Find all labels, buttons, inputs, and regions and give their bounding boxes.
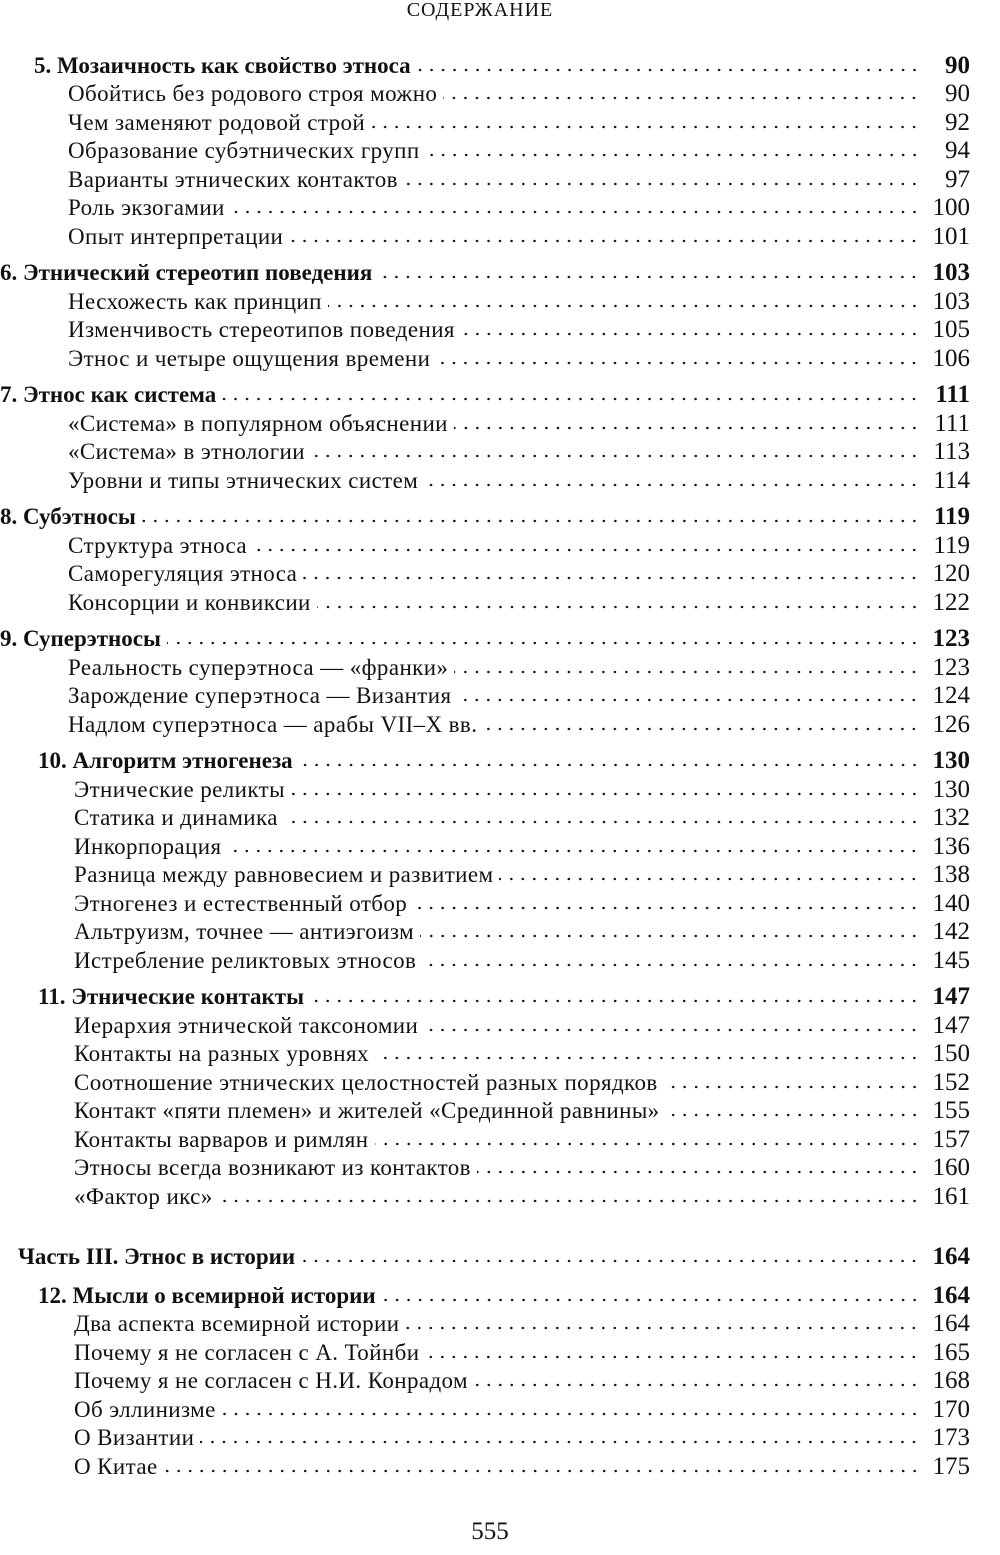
toc-entry[interactable] xyxy=(0,220,970,249)
toc-entry[interactable] xyxy=(0,78,970,107)
toc-page-number: 105 xyxy=(932,316,970,343)
toc-title: Чем заменяют родовой строй xyxy=(68,109,366,135)
toc-title: Контакт «пяти племен» и жителей «Срединной равнины» xyxy=(74,1098,660,1123)
toc-page-number: 173 xyxy=(932,1424,970,1451)
toc-title: Разница между равновесием и развитием xyxy=(74,862,494,887)
toc-entry[interactable] xyxy=(0,106,970,135)
toc-page-number: 168 xyxy=(932,1367,970,1394)
toc-title: Опыт интерпретации xyxy=(68,223,284,249)
toc-title: «Фактор икс» xyxy=(74,1183,213,1209)
toc-title: Роль экзогамии xyxy=(68,195,225,220)
toc-page-number: 113 xyxy=(933,438,970,465)
dot-leader xyxy=(405,1324,920,1332)
dot-leader xyxy=(454,424,920,432)
toc-entry[interactable] xyxy=(0,285,970,314)
toc-title: Несхожесть как принцип xyxy=(68,288,322,314)
toc-page-number: 175 xyxy=(932,1452,970,1480)
toc-title: «Система» в этнологии xyxy=(68,439,305,464)
toc-title: 7. Этнос как система xyxy=(0,382,217,407)
dot-leader xyxy=(404,180,920,188)
toc-entry[interactable] xyxy=(0,1009,970,1038)
toc-entry[interactable] xyxy=(0,436,970,465)
running-head: СОДЕРЖАНИЕ xyxy=(406,0,554,21)
toc-entry[interactable] xyxy=(0,830,970,859)
dot-leader xyxy=(219,1197,920,1205)
toc-page-number: 114 xyxy=(933,466,970,494)
toc-entry[interactable] xyxy=(0,586,970,615)
toc-title: 6. Этнический стереотип поведения xyxy=(0,260,373,285)
toc-title: Структура этноса xyxy=(68,532,248,558)
toc-page-number: 161 xyxy=(932,1182,970,1210)
toc-title: Этнос и четыре ощущения времени xyxy=(68,345,431,371)
toc-title: Два аспекта всемирной истории xyxy=(74,1311,400,1336)
toc-title: Этносы всегда возникают из контактов xyxy=(74,1155,471,1180)
toc-chapter[interactable] xyxy=(0,379,970,408)
toc-title: 12. Мысли о всемирной истории xyxy=(38,1282,376,1308)
toc-entry[interactable] xyxy=(0,802,970,831)
toc-page-number: 164 xyxy=(932,1243,970,1270)
toc-title: Почему я не согласен с Н.И. Конрадом xyxy=(74,1368,468,1393)
toc-entry[interactable] xyxy=(0,407,970,436)
toc-chapter[interactable] xyxy=(0,623,970,652)
toc-page-number: 164 xyxy=(932,1281,970,1309)
toc-entry[interactable] xyxy=(0,1393,970,1422)
toc-title: Образование субэтнических групп xyxy=(68,138,420,163)
toc-entry[interactable] xyxy=(0,1308,970,1337)
dot-leader xyxy=(222,395,920,403)
toc-title: Об эллинизме xyxy=(74,1396,216,1422)
toc-page-number: 90 xyxy=(945,51,970,79)
toc-chapter[interactable] xyxy=(0,49,970,78)
dot-leader xyxy=(424,481,920,489)
toc-title: Обойтись без родового строя можно xyxy=(68,81,438,106)
toc-title: О Византии xyxy=(74,1425,195,1450)
dot-leader xyxy=(413,904,920,912)
toc-page-number: 170 xyxy=(932,1395,970,1423)
toc-entry[interactable] xyxy=(0,944,970,973)
dot-leader xyxy=(311,452,920,460)
toc-page-number: 126 xyxy=(932,710,970,738)
toc-part[interactable] xyxy=(0,1241,970,1270)
toc-title: 11. Этнические контакты xyxy=(38,984,305,1009)
toc-page-number: 122 xyxy=(932,588,970,616)
dot-leader xyxy=(425,1353,920,1361)
toc-title: 10. Алгоритм этногенеза xyxy=(38,748,293,773)
toc-chapter[interactable] xyxy=(0,1279,970,1308)
dot-leader xyxy=(299,761,920,769)
toc-page-number: 100 xyxy=(932,194,970,221)
toc-page-number: 119 xyxy=(933,503,970,530)
dot-leader xyxy=(474,1381,920,1389)
toc-page-number: 142 xyxy=(932,918,970,945)
dot-leader xyxy=(457,696,920,704)
toc-entry[interactable] xyxy=(0,1152,970,1181)
toc-entry[interactable] xyxy=(0,558,970,587)
toc-page-number: 140 xyxy=(932,889,970,917)
toc-page-number: 150 xyxy=(932,1040,970,1067)
toc-title: Соотношение этнических целостностей разных порядков xyxy=(74,1069,658,1095)
dot-leader xyxy=(420,932,920,940)
dot-leader xyxy=(499,875,920,883)
dot-leader xyxy=(382,1296,920,1304)
toc-page-number: 147 xyxy=(932,983,970,1010)
toc-chapter[interactable] xyxy=(0,501,970,530)
toc-entry[interactable] xyxy=(0,1365,970,1394)
toc-title: Консорции и конвиксии xyxy=(68,589,311,615)
toc-chapter[interactable] xyxy=(0,257,970,286)
toc-title: Этногенез и естественный отбор xyxy=(74,890,408,916)
dot-leader xyxy=(461,330,920,338)
dot-leader xyxy=(164,1467,920,1475)
toc-page-number: 106 xyxy=(932,344,970,372)
toc-page-number: 130 xyxy=(932,747,970,774)
toc-page-number: 165 xyxy=(932,1338,970,1366)
toc-entry[interactable] xyxy=(0,708,970,737)
dot-leader xyxy=(375,1140,921,1148)
toc-title: «Система» в популярном объяснении xyxy=(68,410,448,436)
toc-entry[interactable] xyxy=(0,916,970,945)
toc-page-number: 92 xyxy=(945,108,970,136)
toc-entry[interactable] xyxy=(0,773,970,802)
toc-entry[interactable] xyxy=(0,1066,970,1095)
toc-entry[interactable] xyxy=(0,464,970,493)
toc-title: Почему я не согласен с А. Тойнби xyxy=(74,1339,420,1365)
toc-entry[interactable] xyxy=(0,1336,970,1365)
dot-leader xyxy=(424,1026,920,1034)
toc-title: Инкорпорация xyxy=(74,833,222,859)
toc-page-number: 136 xyxy=(932,832,970,860)
dot-leader xyxy=(426,151,920,159)
toc-title: Уровни и типы этнических систем xyxy=(68,467,419,493)
dot-leader xyxy=(436,359,920,367)
dot-leader xyxy=(477,1168,920,1176)
toc-title: 5. Мозаичность как свойство этноса xyxy=(34,52,411,78)
toc-entry[interactable] xyxy=(0,163,970,192)
toc-entry[interactable] xyxy=(0,192,970,221)
dot-leader xyxy=(422,961,920,969)
toc-title: Истребление реликтовых этносов xyxy=(74,947,417,973)
toc-title: Варианты этнических контактов xyxy=(68,166,398,192)
toc-title: Изменчивость стереотипов поведения xyxy=(68,317,455,342)
toc-entry[interactable] xyxy=(0,314,970,343)
toc-page-number: 138 xyxy=(932,861,970,888)
dot-leader xyxy=(375,1054,920,1062)
dot-leader xyxy=(303,574,920,582)
dot-leader xyxy=(284,818,920,826)
toc-entry[interactable] xyxy=(0,342,970,371)
toc-page-number: 160 xyxy=(932,1154,970,1181)
toc-title: Контакты варваров и римлян xyxy=(74,1126,369,1152)
toc-title: Этнические реликты xyxy=(74,776,285,802)
toc-page-number: 119 xyxy=(933,531,970,559)
toc-page-number: 124 xyxy=(932,682,970,709)
dot-leader xyxy=(227,847,920,855)
toc-page-number: 130 xyxy=(932,775,970,803)
dot-leader xyxy=(142,517,920,525)
toc-page-number: 147 xyxy=(932,1011,970,1039)
toc-title: О Китае xyxy=(74,1453,158,1479)
toc-entry[interactable] xyxy=(0,529,970,558)
toc-page-number: 164 xyxy=(932,1310,970,1337)
dot-leader xyxy=(443,94,920,102)
toc-title: Контакты на разных уровнях xyxy=(74,1041,369,1066)
dot-leader xyxy=(483,725,920,733)
dot-leader xyxy=(454,668,920,676)
toc-page-number: 111 xyxy=(935,381,970,408)
dot-leader xyxy=(301,1257,920,1265)
toc-page-number: 101 xyxy=(932,222,970,250)
dot-leader xyxy=(200,1438,920,1446)
toc-title: Часть III. Этнос в истории xyxy=(18,1244,296,1269)
toc-title: Статика и динамика xyxy=(74,805,278,830)
toc-chapter[interactable] xyxy=(0,745,970,774)
dot-leader xyxy=(417,66,920,74)
dot-leader xyxy=(289,237,920,245)
toc-page-number: 123 xyxy=(932,625,970,652)
dot-leader xyxy=(378,273,920,281)
toc-page-number: 111 xyxy=(934,409,970,437)
toc-page-number: 123 xyxy=(932,653,970,681)
toc-entry[interactable] xyxy=(0,1123,970,1152)
dot-leader xyxy=(253,546,920,554)
toc-title: Надлом суперэтноса — арабы VII–X вв. xyxy=(68,711,478,737)
toc-entry[interactable] xyxy=(0,135,970,164)
toc-title: Иерархия этнической таксономии xyxy=(74,1012,419,1038)
toc-page-number: 97 xyxy=(945,165,970,193)
toc-title: 8. Субэтносы xyxy=(0,504,136,529)
toc-page-number: 155 xyxy=(932,1097,970,1124)
toc-page-number: 145 xyxy=(932,946,970,974)
toc-entry[interactable] xyxy=(0,680,970,709)
dot-leader xyxy=(328,302,920,310)
toc-entry[interactable] xyxy=(0,1038,970,1067)
toc-title: 9. Суперэтносы xyxy=(0,626,161,651)
dot-leader xyxy=(167,639,920,647)
toc-page-number: 120 xyxy=(932,560,970,587)
toc-title: Реальность суперэтноса — «франки» xyxy=(68,654,449,680)
page-number: 555 xyxy=(471,1518,509,1545)
toc-page-number: 157 xyxy=(932,1125,970,1153)
dot-leader xyxy=(291,790,920,798)
dot-leader xyxy=(231,208,920,216)
toc-title: Зарождение суперэтноса — Византия xyxy=(68,683,452,708)
dot-leader xyxy=(664,1083,920,1091)
dot-leader xyxy=(371,123,920,131)
toc-chapter[interactable] xyxy=(0,981,970,1010)
toc-entry[interactable] xyxy=(0,859,970,888)
toc-entry[interactable] xyxy=(0,651,970,680)
toc-page-number: 103 xyxy=(932,259,970,286)
toc-entry[interactable] xyxy=(0,887,970,916)
toc-page-number: 103 xyxy=(932,287,970,315)
toc-page-number: 132 xyxy=(932,804,970,831)
toc-entry[interactable] xyxy=(0,1450,970,1479)
dot-leader xyxy=(222,1410,920,1418)
toc-entry[interactable] xyxy=(0,1095,970,1124)
dot-leader xyxy=(310,997,920,1005)
table-of-contents xyxy=(0,49,970,1479)
toc-page-number: 90 xyxy=(945,80,970,107)
toc-page-number: 94 xyxy=(945,137,970,164)
dot-leader xyxy=(317,603,920,611)
toc-title: Саморегуляция этноса xyxy=(68,561,298,586)
dot-leader xyxy=(666,1111,920,1119)
toc-entry[interactable] xyxy=(0,1422,970,1451)
toc-page-number: 152 xyxy=(932,1068,970,1096)
toc-title: Альтруизм, точнее — антиэгоизм xyxy=(74,919,415,944)
toc-entry[interactable] xyxy=(0,1180,970,1209)
